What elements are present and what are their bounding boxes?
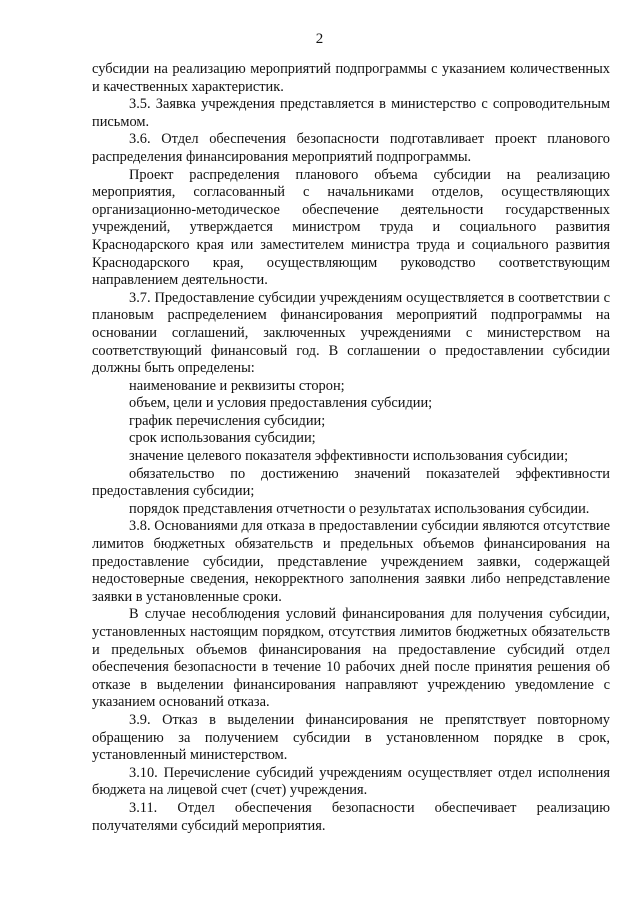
document-body bbox=[92, 61, 610, 835]
paragraph: 3.5. Заявка учреждения представляется в министерство с сопроводительным письмом. bbox=[92, 96, 610, 130]
paragraph: 3.7. Предоставление субсидии учреждениям осуществляется в соответствии с плановым распределением финансирования мероприятий подпрограммы на основании соглашений, заключенных учреждениями с министерством на соответствующий финансовый год. В соглашении о предоставлении субсидии должны быть определены: bbox=[92, 289, 610, 377]
paragraph: 3.6. Отдел обеспечения безопасности подготавливает проект планового распределения финансирования мероприятий подпрограммы. bbox=[92, 131, 610, 165]
paragraph: 3.9. Отказ в выделении финансирования не препятствует повторному обращению за получением субсидии в установленном порядке в срок, установленный министерством. bbox=[92, 711, 610, 764]
paragraph: 3.8. Основаниями для отказа в предоставлении субсидии являются отсутствие лимитов бюджетных обязательств и предельных объемов финансирования на предоставление субсидии, представление учреждением заявки, содержащей недостоверные сведения, некорректного заполнения заявки либо непредставление заявки в установленные сроки. bbox=[92, 518, 610, 605]
paragraph: субсидии на реализацию мероприятий подпрограммы с указанием количественных и качественных характеристик. bbox=[92, 61, 610, 95]
list-item: объем, цели и условия предоставления субсидии; bbox=[129, 395, 433, 412]
list-item: график перечисления субсидии; bbox=[129, 412, 326, 429]
paragraph: 3.10. Перечисление субсидий учреждениям осуществляет отдел исполнения бюджета на лицевой счет (счет) учреждения. bbox=[92, 764, 610, 799]
paragraph: Проект распределения планового объема субсидии на реализацию мероприятия, согласованный с начальниками отделов, осуществляющих организационно-методическое обеспечение деятельности государственных учреждений, утверждается министром труда и социального развития Краснодарского края или заместителем министра труда и социального развития Краснодарского края, осуществляющим руководство соответствующим направлением деятельности. bbox=[92, 166, 610, 289]
list-item: порядок представления отчетности о результатах использования субсидии. bbox=[129, 500, 590, 517]
paragraph: В случае несоблюдения условий финансирования для получения субсидии, установленных настоящим порядком, отсутствия лимитов бюджетных обязательств и предельных объемов финансирования на предоставление субсидий отдел обеспечения безопасности в течение 10 рабочих дней после принятия решения об отказе в выделении финансирования направляют учреждению уведомление с указанием оснований отказа. bbox=[92, 606, 610, 711]
paragraph: 3.11. Отдел обеспечения безопасности обеспечивает реализацию получателями субсидий мероприятия. bbox=[92, 799, 610, 834]
list-item: обязательство по достижению значений показателей эффективности предоставления субсидии; bbox=[92, 465, 610, 500]
list-item: значение целевого показателя эффективности использования субсидии; bbox=[129, 448, 569, 465]
list-item: срок использования субсидии; bbox=[129, 430, 316, 447]
page-number: 2 bbox=[315, 31, 324, 47]
list-item: наименование и реквизиты сторон; bbox=[129, 377, 345, 394]
